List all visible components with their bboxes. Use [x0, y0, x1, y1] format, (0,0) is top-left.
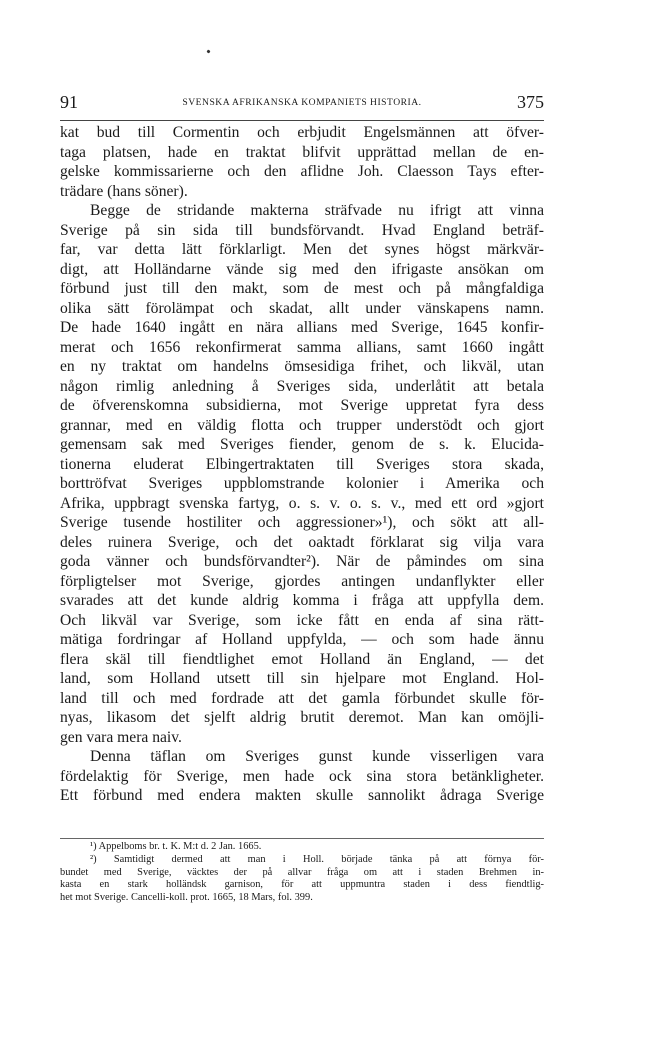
text-line: kat bud till Cormentin och erbjudit Engelsmännen att öfver-	[60, 124, 544, 141]
text-line: Och likväl var Sverige, som icke fått en enda af sina rätt-	[60, 611, 544, 629]
text-line: land, som Holland utsett till sin hjelpare mot England. Hol-	[60, 670, 544, 687]
text-line: Begge de stridande makterna sträfvade nu ifrigt att vinna	[90, 202, 544, 219]
text-line: taga platsen, hade en traktat blifvit upprättad mellan de en-	[60, 143, 544, 161]
page-header	[60, 92, 544, 114]
text-line: en ny traktat om handelns ömsesidiga frihet, och likväl, utan	[60, 358, 544, 375]
footnote-line: ²) Samtidigt dermed att man i Holl. började tänka på att förnya för-	[90, 853, 544, 865]
footnote-line: bundet med Sverige, väcktes der på allvar fråga om att i staden Brehmen in-	[60, 866, 544, 878]
text-line: land till och med fordrade att det gamla förbundet skulle för-	[60, 689, 544, 707]
text-line: någon rimlig anledning å Sveriges sida, underlåtit att betala	[60, 377, 544, 395]
text-line: gen vara mera naiv.	[60, 728, 182, 746]
footnotes	[60, 841, 544, 905]
text-line: goda vänner och bundsförvandter²). När de påmindes om sina	[60, 553, 544, 570]
text-line: deles ruinera Sverige, och det oaktadt förklarat sig vilja vara	[60, 533, 544, 551]
text-line: trädare (hans söner).	[60, 182, 188, 200]
text-line: Denna täflan om Sveriges gunst kunde visserligen vara	[90, 748, 544, 765]
footnote-line: het mot Sverige. Cancelli-koll. prot. 1665, 18 Mars, fol. 399.	[60, 892, 313, 904]
text-line: tionerna eluderat Elbingertraktaten till Sveriges stora skada,	[60, 455, 544, 473]
text-line: mätiga fordringar af Holland uppfylda, — och som hade ännu	[60, 631, 544, 648]
footnote-line: ¹) Appelboms br. t. K. M:t d. 2 Jan. 1665.	[90, 841, 262, 852]
header-rule	[60, 120, 544, 121]
text-line: nyas, likasom det sjelft aldrig brutit deremot. Man kan omöjli-	[60, 709, 544, 726]
text-line: borttröfvat Sveriges uppblomstrande kolonier i Amerika och	[60, 475, 544, 492]
footnote-line: kasta en stark holländsk garnison, för att uppmuntra staden i dess fiendtlig-	[60, 879, 544, 891]
footnote-rule	[60, 838, 544, 839]
text-line: svarades att det kunde aldrig komma i fråga att uppfylla dem.	[60, 592, 544, 609]
text-line: Ett förbund med endera makten skulle sannolikt ådraga Sverige	[60, 787, 544, 804]
text-line: gelske kommissarierne och den aflidne Joh. Claesson Tays efter-	[60, 163, 544, 180]
text-line: förbund just till den makt, som de mest och på mångfaldiga	[60, 280, 544, 297]
text-line: Sverige på sin sida till bundsförvandt. Hvad England beträf-	[60, 221, 544, 239]
text-line: far, var detta lätt förklarligt. Men det synes högst märkvär-	[60, 241, 544, 258]
print-speck	[206, 49, 210, 53]
running-title: SVENSKA AFRIKANSKA KOMPANIETS HISTORIA.	[182, 97, 422, 108]
main-text	[60, 123, 544, 806]
text-line: gemensam sak med Sveriges fiender, genom de s. k. Elucida-	[60, 436, 544, 453]
text-line: Afrika, uppbragt svenska fartyg, o. s. v. o. s. v., med ett ord »gjort	[60, 494, 544, 512]
text-line: fördelaktig för Sverige, men hade ock sina stora betänkligheter.	[60, 767, 544, 785]
page-number-right: 375	[517, 92, 544, 112]
text-line: Sverige tusende hostiliter och aggressioner»¹), och sökt att all-	[60, 514, 544, 531]
text-line: grannar, med en väldig flotta och trupper understödt och gjort	[60, 416, 544, 434]
text-line: olika sätt förolämpat och skadat, allt under vänskapens namn.	[60, 299, 544, 317]
text-line: merat och 1656 rekonfirmerat samma allians, samt 1660 ingått	[60, 338, 544, 356]
text-line: flera skäl till fiendtlighet emot Holland än England, — det	[60, 650, 544, 668]
text-line: digt, att Holländarne vände sig med den ifrigaste ansökan om	[60, 260, 544, 278]
text-line: förpligtelser mot Sverige, gjordes antingen undanflykter eller	[60, 572, 544, 590]
text-line: De hade 1640 ingått en nära allians med Sverige, 1645 konfir-	[60, 319, 544, 336]
page-number-left: 91	[60, 92, 78, 112]
text-line: de öfverenskomna subsidierna, mot Sverige uppretat fyra dess	[60, 397, 544, 414]
